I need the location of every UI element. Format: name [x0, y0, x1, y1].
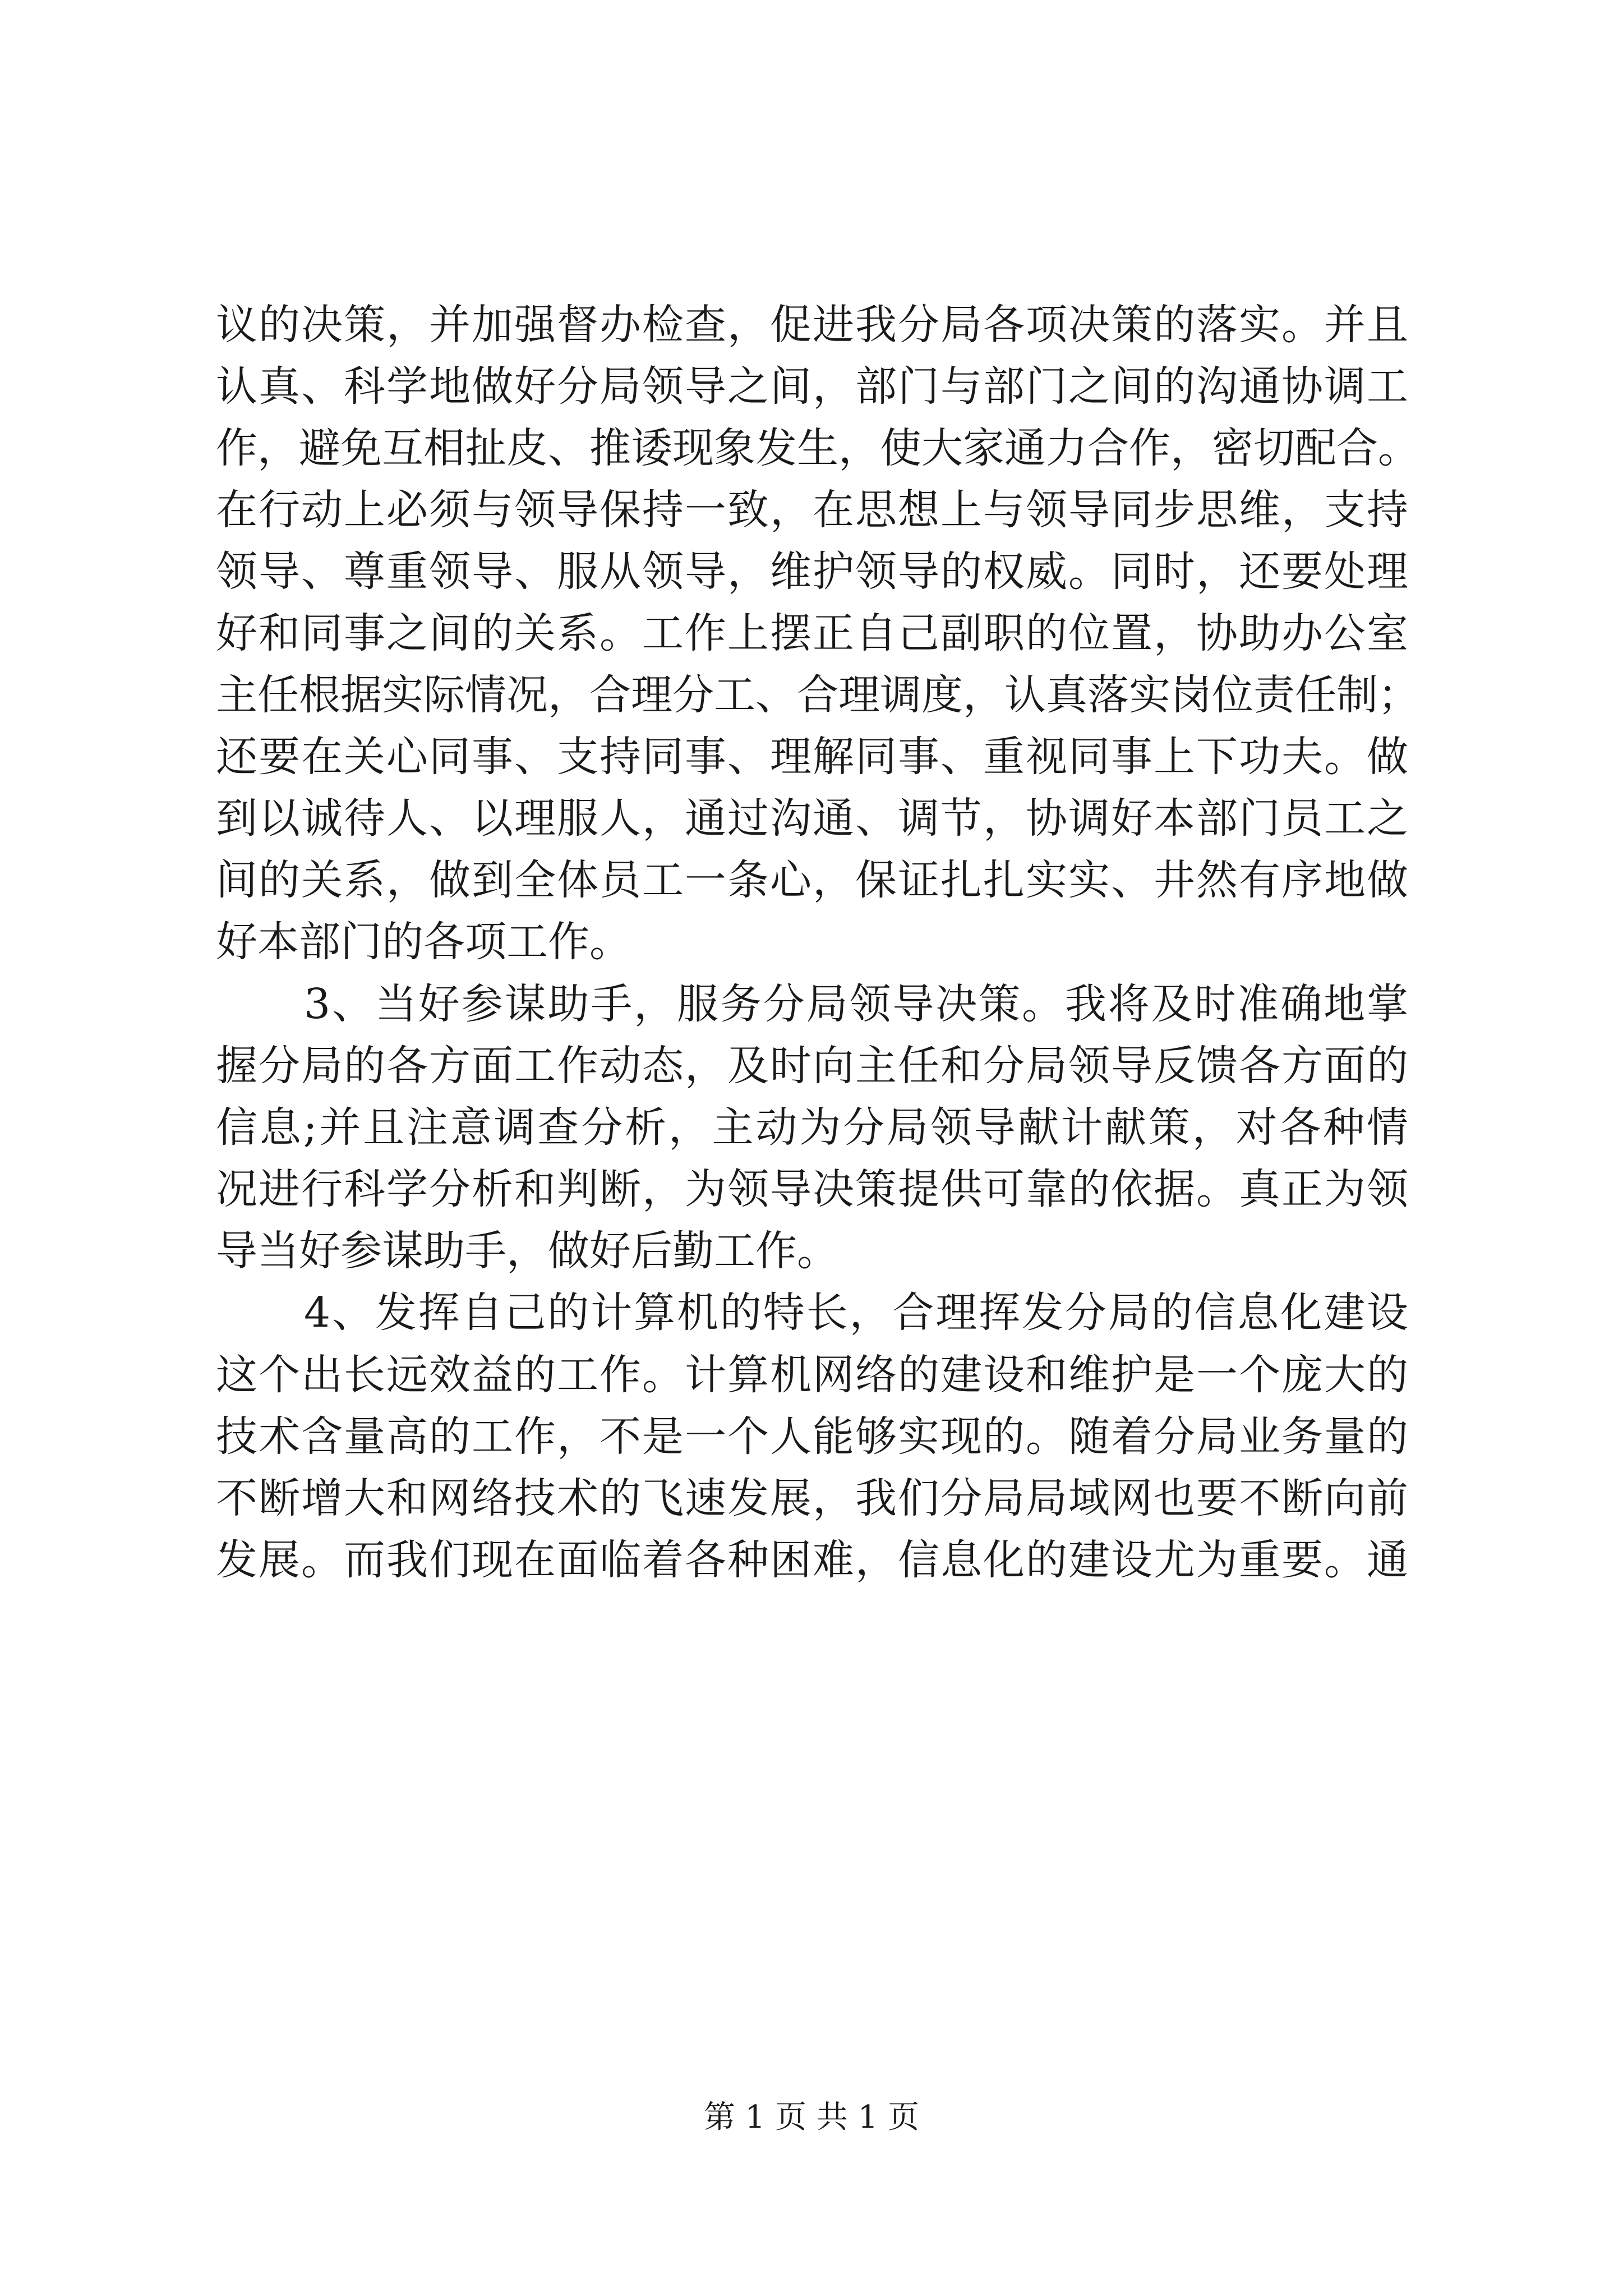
- body-line: 还要在关心同事、支持同事、理解同事、重视同事上下功夫。做: [216, 733, 1408, 781]
- body-line: 认真、科学地做好分局领导之间，部门与部门之间的沟通协调工: [216, 362, 1408, 411]
- body-line: 议的决策，并加强督办检查，促进我分局各项决策的落实。并且: [216, 301, 1408, 349]
- body-line: 技术含量高的工作，不是一个人能够实现的。随着分局业务量的: [216, 1412, 1408, 1461]
- paragraph-3-first-line: 3、当好参谋助手，服务分局领导决策。我将及时准确地掌: [304, 980, 1408, 1028]
- body-line: 发展。而我们现在面临着各种困难，信息化的建设尤为重要。通: [216, 1536, 1408, 1584]
- paragraph-4-first-line: 4、发挥自己的计算机的特长，合理挥发分局的信息化建设: [304, 1289, 1408, 1337]
- body-line: 领导、尊重领导、服从领导，维护领导的权威。同时，还要处理: [216, 547, 1408, 596]
- body-line: 间的关系，做到全体员工一条心，保证扎扎实实、井然有序地做: [216, 856, 1408, 904]
- body-line: 在行动上必须与领导保持一致，在思想上与领导同步思维，支持: [216, 486, 1408, 534]
- body-line: 握分局的各方面工作动态，及时向主任和分局领导反馈各方面的: [216, 1042, 1408, 1090]
- body-line: 主任根据实际情况，合理分工、合理调度，认真落实岗位责任制；: [216, 671, 1419, 719]
- body-line: 作，避免互相扯皮、推诿现象发生，使大家通力合作，密切配合。: [216, 424, 1419, 472]
- body-line: 好本部门的各项工作。: [216, 918, 631, 966]
- body-line: 信息;并且注意调查分析，主动为分局领导献计献策，对各种情: [216, 1103, 1408, 1152]
- body-line: 况进行科学分析和判断，为领导决策提供可靠的依据。真正为领: [216, 1165, 1408, 1213]
- body-line: 这个出长远效益的工作。计算机网络的建设和维护是一个庞大的: [216, 1351, 1408, 1399]
- body-line: 不断增大和网络技术的飞速发展，我们分局局域网也要不断向前: [216, 1474, 1408, 1522]
- body-line: 导当好参谋助手，做好后勤工作。: [216, 1227, 838, 1275]
- page-number-footer: 第 1 页 共 1 页: [703, 2099, 920, 2136]
- body-line: 到以诚待人、以理服人，通过沟通、调节，协调好本部门员工之: [216, 794, 1408, 843]
- body-line: 好和同事之间的关系。工作上摆正自己副职的位置，协助办公室: [216, 609, 1408, 657]
